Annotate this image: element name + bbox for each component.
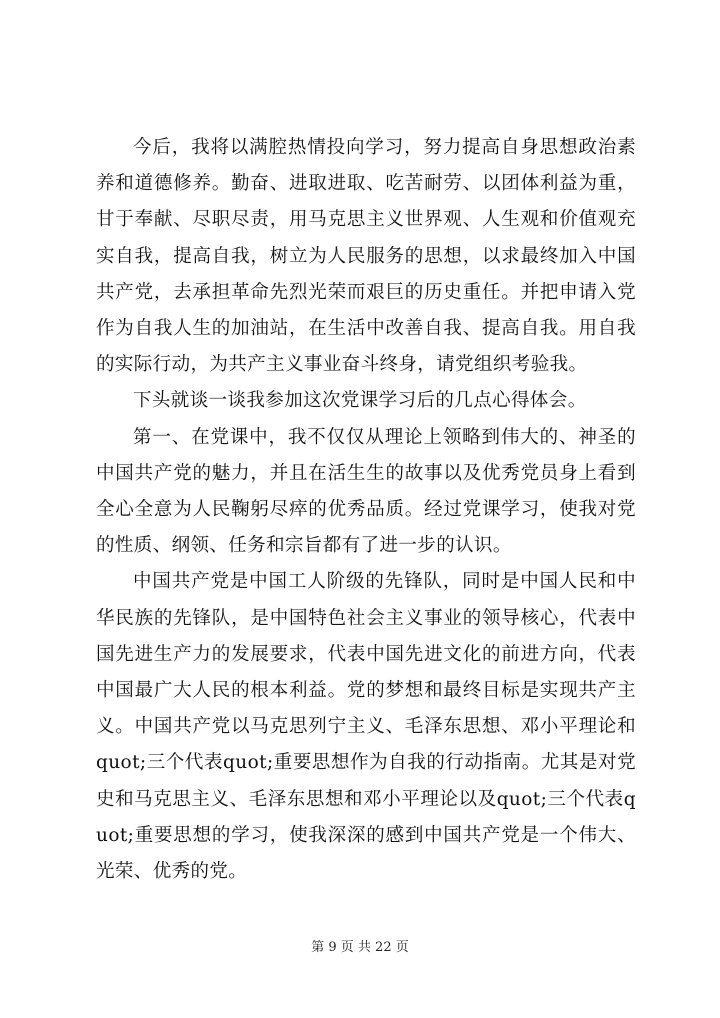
paragraph-3: 第一、在党课中，我不仅仅从理论上领略到伟大的、神圣的中国共产党的魅力，并且在活生生的故事以及优秀党员身上看到全心全意为人民鞠躬尽瘁的优秀品质。经过党课学习，使我对党的性质、纲领、任务和宗旨都有了进一步的认识。 xyxy=(96,426,636,557)
paragraph-1: 今后，我将以满腔热情投向学习，努力提高自身思想政治素养和道德修养。勤奋、进取进取、吃苦耐劳、以团体利益为重，甘于奉献、尽职尽责，用马克思主义世界观、人生观和价值观充实自我，提高自我，树立为人民服务的思想，以求最终加入中国共产党，去承担革命先烈光荣而艰巨的历史重任。并把申请入党作为自我人生的加油站，在生活中改善自我、提高自我。用自我的实际行动，为共产主义事业奋斗终身，请党组织考验我。 xyxy=(96,137,636,376)
document-body xyxy=(96,130,636,890)
page-footer: 第 9 页 共 22 页 xyxy=(311,940,409,955)
paragraph-4: 中国共产党是中国工人阶级的先锋队，同时是中国人民和中华民族的先锋队，是中国特色社会主义事业的领导核心，代表中国先进生产力的发展要求，代表中国先进文化的前进方向，代表中国最广大人民的根本利益。党的梦想和最终目标是实现共产主义。中国共产党以马克思列宁主义、毛泽东思想、邓小平理论和quot;三个代表quot;重要思想作为自我的行动指南。尤其是对党史和马克思主义、毛泽东思想和邓小平理论以及quot;三个代表quot;重要思想的学习，使我深深的感到中国共产党是一个伟大、光荣、优秀的党。 xyxy=(96,571,636,883)
paragraph-2: 下头就谈一谈我参加这次党课学习后的几点心得体会。 xyxy=(133,390,587,412)
